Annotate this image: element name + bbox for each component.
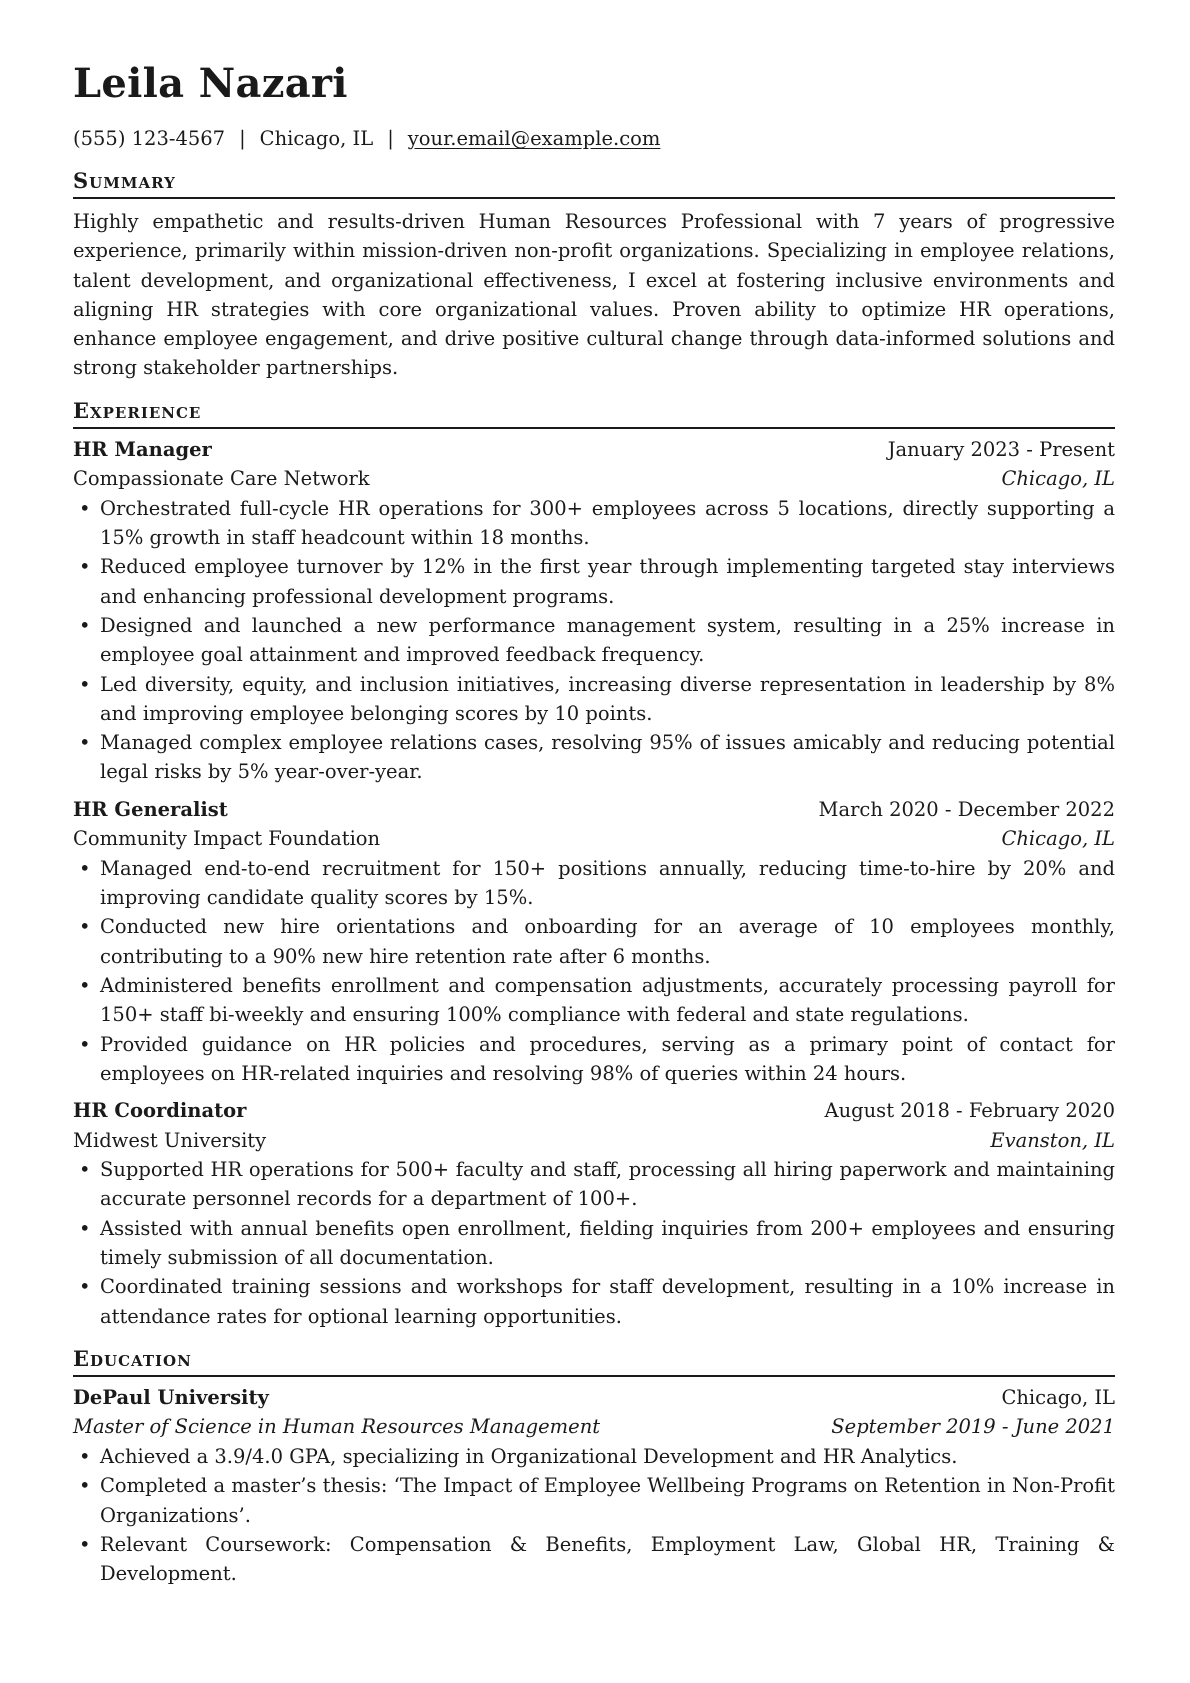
summary-text: Highly empathetic and results-driven Human Resources Professional with 7 years of progressive experience, primarily within mission-driven non-profit organizations. Specializing in employee relations, talent development, and organizational effectiveness, I excel at fostering inclusive environments and aligning HR strategies with core organizational values. Proven ability to optimize HR operations, enhance employee engagement, and drive positive cultural change through data-informed solutions and strong stakeholder partnerships. (73, 210, 1115, 380)
bullet-item (73, 854, 1115, 913)
bullet-text: Coordinated training sessions and workshops for staff development, resulting in a 10% increase in attendance rates for optional learning opportunities. (100, 1275, 1115, 1328)
bullet-dot: • (79, 672, 91, 696)
section-title-summary: Summary (73, 167, 1115, 199)
phone-number: (555) 123-4567 (73, 127, 226, 150)
bullet-text: Completed a master’s thesis: ‘The Impact of Employee Wellbeing Programs on Retention in Non-Profit Organizations’. (100, 1474, 1115, 1527)
bullet-text: Designed and launched a new performance management system, resulting in a 25% increase in employee goal attainment and improved feedback frequency. (100, 613, 1115, 667)
job-bullets (73, 494, 1115, 787)
bullet-item (73, 1214, 1115, 1273)
bullet-text: Led diversity, equity, and inclusion initiatives, increasing diverse representation in leadership by 8% and improving employee belonging scores by 10 points. (100, 672, 1115, 725)
bullet-item (73, 1272, 1115, 1331)
contact-separator: | (239, 127, 246, 150)
education-dates: September 2019 - June 2021 (831, 1415, 1115, 1439)
email-link[interactable]: your.email@example.com (407, 127, 661, 150)
bullet-item (73, 552, 1115, 611)
bullet-text: Reduced employee turnover by 12% in the first year through implementing targeted stay interviews and enhancing professional development programs. (100, 555, 1115, 608)
bullet-item (73, 611, 1115, 670)
bullet-item (73, 1030, 1115, 1089)
location: Chicago, IL (259, 127, 374, 150)
bullet-text: Provided guidance on HR policies and procedures, serving as a primary point of contact for employees on HR-related inquiries and resolving 98% of queries within 24 hours. (100, 1032, 1115, 1085)
bullet-dot: • (79, 973, 91, 997)
bullet-dot: • (79, 1444, 91, 1468)
bullet-text: Conducted new hire orientations and onboarding for an average of 10 employees monthly, contributing to a 90% new hire retention rate after 6 months. (100, 915, 1115, 968)
bullet-item (73, 971, 1115, 1030)
bullet-item (73, 1442, 1115, 1471)
bullet-item (73, 728, 1115, 787)
education-entry (73, 1383, 1115, 1588)
job-title: HR Generalist (73, 797, 228, 821)
bullet-dot: • (79, 1532, 91, 1556)
bullet-text: Orchestrated full-cycle HR operations for 300+ employees across 5 locations, directly supporting a 15% growth in staff headcount within 18 months. (100, 496, 1115, 550)
job-bullets (73, 854, 1115, 1088)
bullet-dot: • (79, 1474, 91, 1498)
education-section (73, 1345, 1115, 1588)
section-title-experience: Experience (73, 397, 1115, 429)
experience-section (73, 397, 1115, 1331)
job-subheader (73, 824, 1115, 854)
job-subheader (73, 1126, 1115, 1156)
summary-section (73, 167, 1115, 383)
company-name: Midwest University (73, 1128, 267, 1152)
bullet-text: Supported HR operations for 500+ faculty and staff, processing all hiring paperwork and maintaining accurate personnel records for a department of 100+. (100, 1158, 1115, 1211)
contact-separator: | (387, 127, 394, 150)
job-header (73, 435, 1115, 465)
bullet-dot: • (79, 613, 91, 637)
bullet-dot: • (79, 555, 91, 579)
resume-page (73, 58, 1115, 1588)
school-location: Chicago, IL (1001, 1385, 1115, 1409)
company-name: Community Impact Foundation (73, 827, 381, 851)
bullet-dot: • (79, 731, 91, 755)
job-title: HR Manager (73, 437, 212, 461)
bullet-text: Achieved a 3.9/4.0 GPA, specializing in Organizational Development and HR Analytics. (100, 1444, 958, 1468)
bullet-item (73, 494, 1115, 553)
bullet-item (73, 670, 1115, 729)
job-dates: January 2023 - Present (887, 437, 1115, 461)
job-location: Evanston, IL (990, 1128, 1115, 1152)
company-name: Compassionate Care Network (73, 467, 370, 491)
education-header (73, 1383, 1115, 1413)
bullet-text: Managed complex employee relations cases, resolving 95% of issues amicably and reducing potential legal risks by 5% year-over-year. (100, 731, 1115, 784)
section-title-education: Education (73, 1345, 1115, 1377)
job-header (73, 1096, 1115, 1126)
bullet-text: Administered benefits enrollment and compensation adjustments, accurately processing payroll for 150+ staff bi-weekly and ensuring 100% compliance with federal and state regulations. (100, 973, 1115, 1027)
degree-name: Master of Science in Human Resources Management (73, 1415, 601, 1439)
bullet-item (73, 1155, 1115, 1214)
education-bullets (73, 1442, 1115, 1588)
bullet-item (73, 912, 1115, 971)
job-entry (73, 1096, 1115, 1331)
job-title: HR Coordinator (73, 1099, 247, 1123)
bullet-item (73, 1471, 1115, 1530)
bullet-dot: • (79, 496, 91, 520)
bullet-dot: • (79, 1032, 91, 1056)
job-header (73, 795, 1115, 825)
bullet-dot: • (79, 1158, 91, 1182)
contact-line (73, 126, 1115, 152)
bullet-dot: • (79, 1216, 91, 1240)
job-dates: March 2020 - December 2022 (818, 797, 1115, 821)
bullet-dot: • (79, 915, 91, 939)
bullet-text: Managed end-to-end recruitment for 150+ positions annually, reducing time-to-hire by 20% and improving candidate quality scores by 15%. (100, 856, 1115, 910)
bullet-item (73, 1530, 1115, 1589)
job-location: Chicago, IL (1001, 827, 1115, 851)
job-entry (73, 795, 1115, 1088)
bullet-text: Assisted with annual benefits open enrollment, fielding inquiries from 200+ employees and ensuring timely submission of all documentation. (100, 1216, 1115, 1270)
job-entry (73, 435, 1115, 787)
job-dates: August 2018 - February 2020 (824, 1099, 1115, 1123)
bullet-text: Relevant Coursework: Compensation & Benefits, Employment Law, Global HR, Training & Development. (100, 1532, 1115, 1586)
candidate-name: Leila Nazari (73, 60, 348, 107)
school-name: DePaul University (73, 1385, 269, 1409)
bullet-dot: • (79, 1275, 91, 1299)
job-subheader (73, 464, 1115, 494)
education-subheader (73, 1412, 1115, 1442)
job-location: Chicago, IL (1001, 467, 1115, 491)
job-bullets (73, 1155, 1115, 1331)
bullet-dot: • (79, 856, 91, 880)
